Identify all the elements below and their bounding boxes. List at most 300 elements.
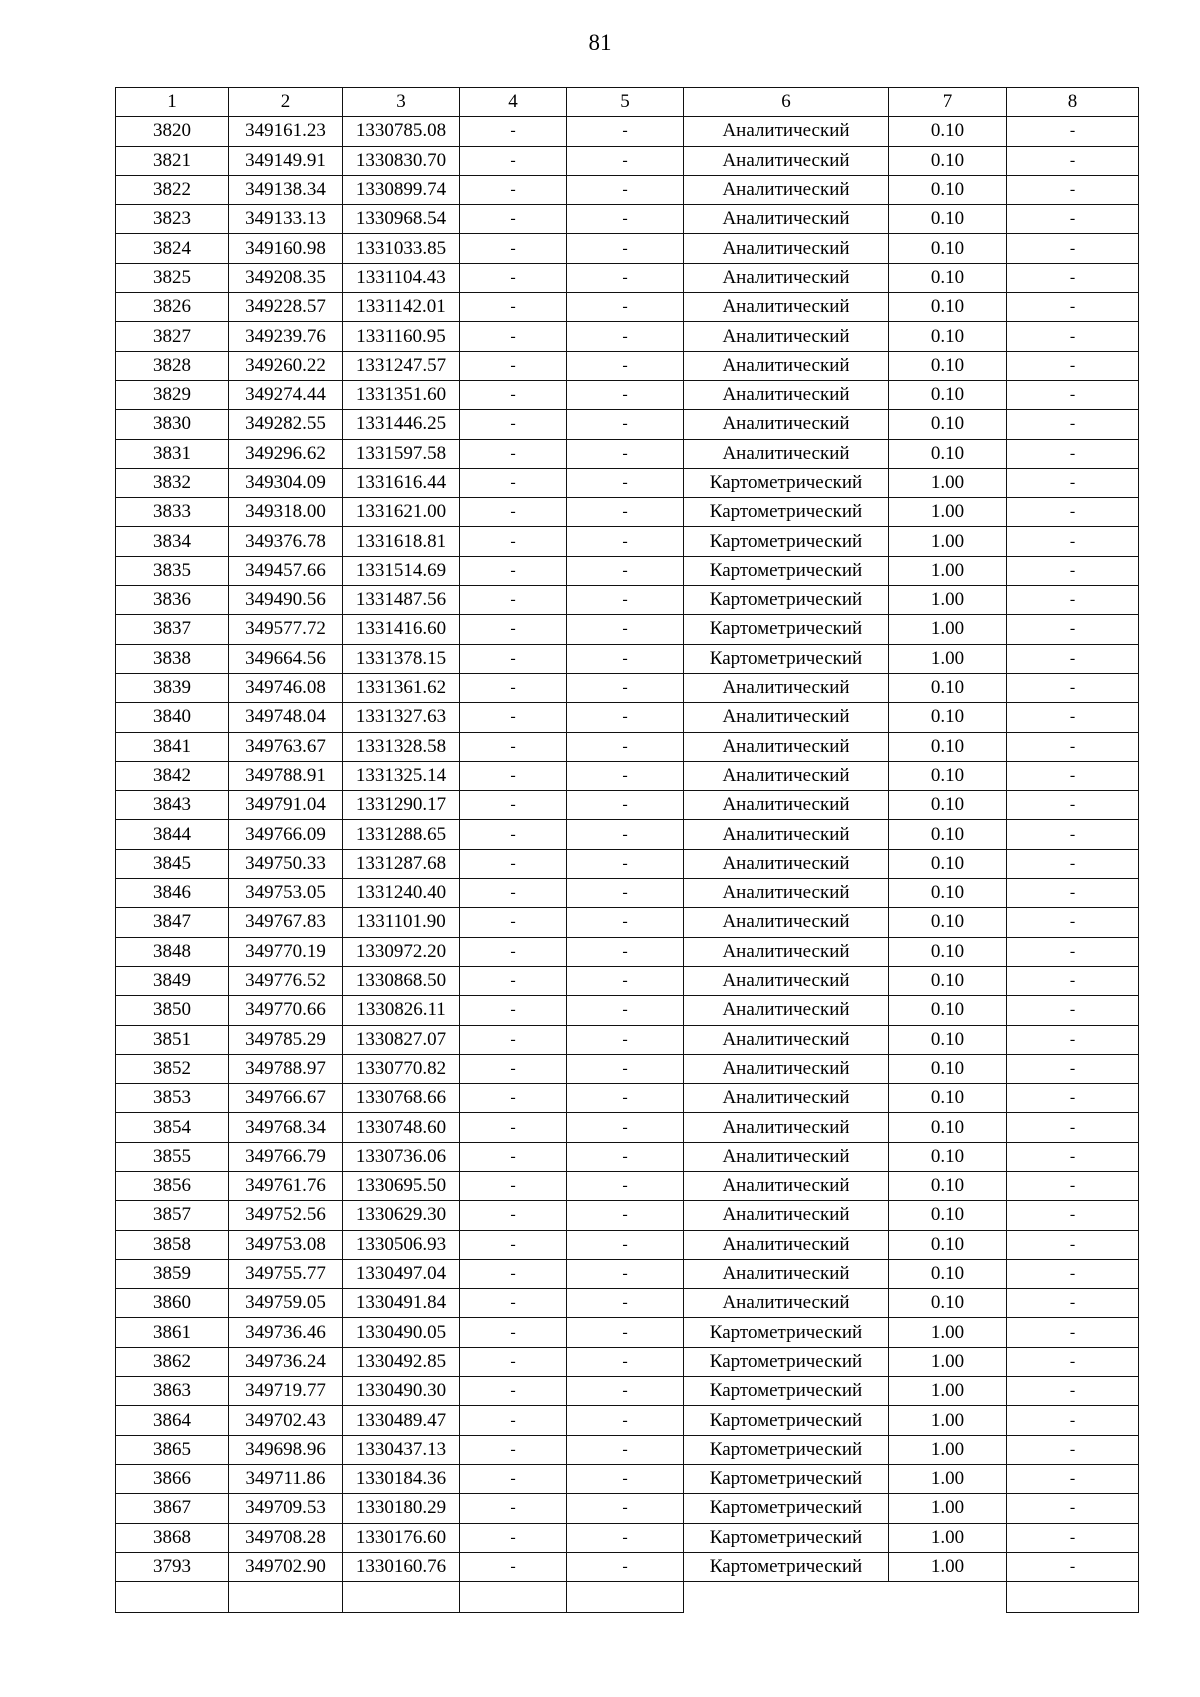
column-4-cell: - (460, 1054, 567, 1083)
column-4-cell: - (460, 1171, 567, 1200)
method-cell: Картометрический (684, 644, 889, 673)
accuracy-cell: 0.10 (889, 703, 1007, 732)
column-4-cell: - (460, 410, 567, 439)
accuracy-cell: 0.10 (889, 205, 1007, 234)
accuracy-cell: 0.10 (889, 849, 1007, 878)
method-cell: Аналитический (684, 966, 889, 995)
x-coordinate-cell: 349208.35 (229, 263, 343, 292)
x-coordinate-cell: 349788.91 (229, 761, 343, 790)
column-header: 2 (229, 88, 343, 117)
column-4-cell: - (460, 1289, 567, 1318)
accuracy-cell: 0.10 (889, 879, 1007, 908)
table-row (116, 1171, 1139, 1200)
column-header: 7 (889, 88, 1007, 117)
method-cell: Аналитический (684, 996, 889, 1025)
table-row (116, 937, 1139, 966)
y-coordinate-cell: 1330490.05 (343, 1318, 460, 1347)
point-number-cell: 3868 (116, 1523, 229, 1552)
column-4-cell: - (460, 556, 567, 585)
table-row (116, 1347, 1139, 1376)
x-coordinate-cell: 349766.09 (229, 820, 343, 849)
x-coordinate-cell: 349318.00 (229, 498, 343, 527)
table-row (116, 1230, 1139, 1259)
table-row (116, 1464, 1139, 1493)
column-5-cell: - (567, 644, 684, 673)
column-8-cell: - (1007, 468, 1139, 497)
y-coordinate-cell: 1330830.70 (343, 146, 460, 175)
method-cell: Аналитический (684, 703, 889, 732)
column-8-cell: - (1007, 1377, 1139, 1406)
method-cell: Аналитический (684, 1084, 889, 1113)
y-coordinate-cell: 1331618.81 (343, 527, 460, 556)
x-coordinate-cell: 349282.55 (229, 410, 343, 439)
column-8-cell: - (1007, 1289, 1139, 1318)
column-4-cell: - (460, 1347, 567, 1376)
column-4-cell: - (460, 1435, 567, 1464)
point-number-cell: 3835 (116, 556, 229, 585)
x-coordinate-cell: 349239.76 (229, 322, 343, 351)
table-row (116, 146, 1139, 175)
column-5-cell: - (567, 1054, 684, 1083)
accuracy-cell: 1.00 (889, 1377, 1007, 1406)
column-4-cell: - (460, 468, 567, 497)
column-4-cell: - (460, 205, 567, 234)
column-8-cell: - (1007, 556, 1139, 585)
point-number-cell: 3821 (116, 146, 229, 175)
point-number-cell: 3865 (116, 1435, 229, 1464)
column-5-cell: - (567, 761, 684, 790)
column-8-cell: - (1007, 234, 1139, 263)
point-number-cell: 3846 (116, 879, 229, 908)
y-coordinate-cell: 1330180.29 (343, 1494, 460, 1523)
y-coordinate-cell: 1330176.60 (343, 1523, 460, 1552)
column-4-cell: - (460, 1377, 567, 1406)
accuracy-cell: 1.00 (889, 1406, 1007, 1435)
point-number-cell: 3830 (116, 410, 229, 439)
x-coordinate-cell: 349709.53 (229, 1494, 343, 1523)
y-coordinate-cell: 1330827.07 (343, 1025, 460, 1054)
point-number-cell: 3850 (116, 996, 229, 1025)
accuracy-cell: 0.10 (889, 1171, 1007, 1200)
column-5-cell: - (567, 1347, 684, 1376)
method-cell: Аналитический (684, 117, 889, 146)
y-coordinate-cell: 1331446.25 (343, 410, 460, 439)
x-coordinate-cell: 349748.04 (229, 703, 343, 732)
x-coordinate-cell: 349138.34 (229, 175, 343, 204)
column-5-cell: - (567, 1025, 684, 1054)
point-number-cell: 3849 (116, 966, 229, 995)
accuracy-cell: 0.10 (889, 1142, 1007, 1171)
x-coordinate-cell: 349767.83 (229, 908, 343, 937)
accuracy-cell: 0.10 (889, 966, 1007, 995)
y-coordinate-cell: 1330736.06 (343, 1142, 460, 1171)
method-cell: Аналитический (684, 146, 889, 175)
table-row (116, 966, 1139, 995)
x-coordinate-cell: 349755.77 (229, 1259, 343, 1288)
accuracy-cell: 1.00 (889, 1318, 1007, 1347)
column-4-cell: - (460, 908, 567, 937)
x-coordinate-cell: 349736.46 (229, 1318, 343, 1347)
point-number-cell: 3843 (116, 791, 229, 820)
method-cell: Аналитический (684, 175, 889, 204)
y-coordinate-cell: 1331328.58 (343, 732, 460, 761)
y-coordinate-cell: 1330497.04 (343, 1259, 460, 1288)
y-coordinate-cell: 1330160.76 (343, 1552, 460, 1581)
accuracy-cell: 0.10 (889, 175, 1007, 204)
y-coordinate-cell: 1331287.68 (343, 849, 460, 878)
accuracy-cell: 0.10 (889, 937, 1007, 966)
method-cell: Аналитический (684, 1171, 889, 1200)
method-cell: Аналитический (684, 908, 889, 937)
column-4-cell: - (460, 615, 567, 644)
column-5-cell: - (567, 1552, 684, 1581)
column-5-cell: - (567, 1318, 684, 1347)
column-5-cell: - (567, 1230, 684, 1259)
point-number-cell: 3844 (116, 820, 229, 849)
column-8-cell: - (1007, 644, 1139, 673)
column-8-cell: - (1007, 937, 1139, 966)
column-5-cell: - (567, 175, 684, 204)
x-coordinate-cell: 349708.28 (229, 1523, 343, 1552)
column-4-cell: - (460, 234, 567, 263)
column-5-cell: - (567, 1435, 684, 1464)
accuracy-cell: 0.10 (889, 1025, 1007, 1054)
x-coordinate-cell: 349750.33 (229, 849, 343, 878)
y-coordinate-cell: 1330506.93 (343, 1230, 460, 1259)
column-4-cell: - (460, 937, 567, 966)
table-row (116, 234, 1139, 263)
method-cell: Аналитический (684, 761, 889, 790)
column-5-cell: - (567, 351, 684, 380)
accuracy-cell: 0.10 (889, 1259, 1007, 1288)
column-5-cell: - (567, 468, 684, 497)
table-row (116, 761, 1139, 790)
table-row (116, 586, 1139, 615)
y-coordinate-cell: 1331378.15 (343, 644, 460, 673)
accuracy-cell: 1.00 (889, 1494, 1007, 1523)
y-coordinate-cell: 1331487.56 (343, 586, 460, 615)
table-row (116, 498, 1139, 527)
x-coordinate-cell: 349770.19 (229, 937, 343, 966)
y-coordinate-cell: 1331416.60 (343, 615, 460, 644)
empty-cell (460, 1582, 567, 1613)
column-header: 5 (567, 88, 684, 117)
point-number-cell: 3861 (116, 1318, 229, 1347)
x-coordinate-cell: 349149.91 (229, 146, 343, 175)
point-number-cell: 3857 (116, 1201, 229, 1230)
x-coordinate-cell: 349761.76 (229, 1171, 343, 1200)
point-number-cell: 3847 (116, 908, 229, 937)
column-8-cell: - (1007, 791, 1139, 820)
column-5-cell: - (567, 879, 684, 908)
accuracy-cell: 1.00 (889, 644, 1007, 673)
column-8-cell: - (1007, 703, 1139, 732)
point-number-cell: 3851 (116, 1025, 229, 1054)
column-4-cell: - (460, 146, 567, 175)
x-coordinate-cell: 349304.09 (229, 468, 343, 497)
column-5-cell: - (567, 1406, 684, 1435)
table-row (116, 468, 1139, 497)
method-cell: Аналитический (684, 820, 889, 849)
column-8-cell: - (1007, 761, 1139, 790)
column-8-cell: - (1007, 1464, 1139, 1493)
point-number-cell: 3793 (116, 1552, 229, 1581)
method-cell: Аналитический (684, 1259, 889, 1288)
method-cell: Аналитический (684, 1289, 889, 1318)
column-8-cell: - (1007, 527, 1139, 556)
point-number-cell: 3852 (116, 1054, 229, 1083)
column-8-cell: - (1007, 586, 1139, 615)
point-number-cell: 3866 (116, 1464, 229, 1493)
point-number-cell: 3848 (116, 937, 229, 966)
x-coordinate-cell: 349698.96 (229, 1435, 343, 1464)
column-5-cell: - (567, 146, 684, 175)
column-4-cell: - (460, 1084, 567, 1113)
y-coordinate-cell: 1330770.82 (343, 1054, 460, 1083)
column-header: 1 (116, 88, 229, 117)
point-number-cell: 3829 (116, 380, 229, 409)
table-row (116, 1054, 1139, 1083)
column-5-cell: - (567, 615, 684, 644)
y-coordinate-cell: 1330868.50 (343, 966, 460, 995)
point-number-cell: 3831 (116, 439, 229, 468)
accuracy-cell: 0.10 (889, 1113, 1007, 1142)
column-5-cell: - (567, 556, 684, 585)
y-coordinate-cell: 1330629.30 (343, 1201, 460, 1230)
column-8-cell: - (1007, 1054, 1139, 1083)
point-number-cell: 3820 (116, 117, 229, 146)
accuracy-cell: 0.10 (889, 117, 1007, 146)
accuracy-cell: 0.10 (889, 351, 1007, 380)
column-header: 8 (1007, 88, 1139, 117)
column-8-cell: - (1007, 498, 1139, 527)
method-cell: Аналитический (684, 732, 889, 761)
point-number-cell: 3854 (116, 1113, 229, 1142)
x-coordinate-cell: 349260.22 (229, 351, 343, 380)
column-8-cell: - (1007, 1523, 1139, 1552)
column-8-cell: - (1007, 1142, 1139, 1171)
x-coordinate-cell: 349702.90 (229, 1552, 343, 1581)
table-row (116, 556, 1139, 585)
column-8-cell: - (1007, 879, 1139, 908)
y-coordinate-cell: 1331597.58 (343, 439, 460, 468)
x-coordinate-cell: 349161.23 (229, 117, 343, 146)
table-row (116, 1142, 1139, 1171)
column-8-cell: - (1007, 1406, 1139, 1435)
method-cell: Картометрический (684, 468, 889, 497)
method-cell: Картометрический (684, 615, 889, 644)
table-row (116, 673, 1139, 702)
point-number-cell: 3855 (116, 1142, 229, 1171)
accuracy-cell: 0.10 (889, 761, 1007, 790)
table-row (116, 1025, 1139, 1054)
accuracy-cell: 1.00 (889, 615, 1007, 644)
column-4-cell: - (460, 293, 567, 322)
x-coordinate-cell: 349376.78 (229, 527, 343, 556)
table-row (116, 1406, 1139, 1435)
y-coordinate-cell: 1330491.84 (343, 1289, 460, 1318)
accuracy-cell: 0.10 (889, 1201, 1007, 1230)
y-coordinate-cell: 1331101.90 (343, 908, 460, 937)
column-8-cell: - (1007, 1230, 1139, 1259)
column-8-cell: - (1007, 849, 1139, 878)
empty-cell (343, 1582, 460, 1613)
table-row (116, 1494, 1139, 1523)
point-number-cell: 3833 (116, 498, 229, 527)
x-coordinate-cell: 349702.43 (229, 1406, 343, 1435)
method-cell: Аналитический (684, 263, 889, 292)
column-4-cell: - (460, 879, 567, 908)
column-4-cell: - (460, 263, 567, 292)
point-number-cell: 3832 (116, 468, 229, 497)
column-4-cell: - (460, 1113, 567, 1142)
column-5-cell: - (567, 498, 684, 527)
x-coordinate-cell: 349776.52 (229, 966, 343, 995)
y-coordinate-cell: 1330785.08 (343, 117, 460, 146)
column-4-cell: - (460, 703, 567, 732)
table-row (116, 1289, 1139, 1318)
method-cell: Картометрический (684, 1377, 889, 1406)
x-coordinate-cell: 349759.05 (229, 1289, 343, 1318)
column-5-cell: - (567, 791, 684, 820)
y-coordinate-cell: 1330768.66 (343, 1084, 460, 1113)
column-8-cell: - (1007, 996, 1139, 1025)
y-coordinate-cell: 1330968.54 (343, 205, 460, 234)
column-5-cell: - (567, 117, 684, 146)
y-coordinate-cell: 1331325.14 (343, 761, 460, 790)
empty-cell (229, 1582, 343, 1613)
column-5-cell: - (567, 908, 684, 937)
column-8-cell: - (1007, 1201, 1139, 1230)
method-cell: Аналитический (684, 879, 889, 908)
column-8-cell: - (1007, 351, 1139, 380)
x-coordinate-cell: 349711.86 (229, 1464, 343, 1493)
column-5-cell: - (567, 1523, 684, 1552)
table-row (116, 351, 1139, 380)
table-row (116, 1318, 1139, 1347)
point-number-cell: 3823 (116, 205, 229, 234)
column-8-cell: - (1007, 205, 1139, 234)
point-number-cell: 3853 (116, 1084, 229, 1113)
table-row (116, 117, 1139, 146)
table-row (116, 1084, 1139, 1113)
point-number-cell: 3822 (116, 175, 229, 204)
column-5-cell: - (567, 1201, 684, 1230)
x-coordinate-cell: 349753.05 (229, 879, 343, 908)
column-5-cell: - (567, 937, 684, 966)
point-number-cell: 3864 (116, 1406, 229, 1435)
table-row (116, 175, 1139, 204)
accuracy-cell: 1.00 (889, 498, 1007, 527)
column-8-cell: - (1007, 908, 1139, 937)
column-8-cell: - (1007, 380, 1139, 409)
column-8-cell: - (1007, 117, 1139, 146)
accuracy-cell: 1.00 (889, 586, 1007, 615)
y-coordinate-cell: 1331327.63 (343, 703, 460, 732)
accuracy-cell: 0.10 (889, 1230, 1007, 1259)
column-4-cell: - (460, 996, 567, 1025)
table-row (116, 1113, 1139, 1142)
x-coordinate-cell: 349791.04 (229, 791, 343, 820)
table-row (116, 791, 1139, 820)
y-coordinate-cell: 1331351.60 (343, 380, 460, 409)
x-coordinate-cell: 349664.56 (229, 644, 343, 673)
point-number-cell: 3859 (116, 1259, 229, 1288)
table-header-row (116, 88, 1139, 117)
method-cell: Аналитический (684, 322, 889, 351)
column-5-cell: - (567, 1377, 684, 1406)
point-number-cell: 3826 (116, 293, 229, 322)
column-4-cell: - (460, 351, 567, 380)
point-number-cell: 3840 (116, 703, 229, 732)
x-coordinate-cell: 349785.29 (229, 1025, 343, 1054)
column-5-cell: - (567, 1289, 684, 1318)
method-cell: Аналитический (684, 791, 889, 820)
point-number-cell: 3838 (116, 644, 229, 673)
y-coordinate-cell: 1331104.43 (343, 263, 460, 292)
column-5-cell: - (567, 1464, 684, 1493)
y-coordinate-cell: 1330489.47 (343, 1406, 460, 1435)
accuracy-cell: 0.10 (889, 439, 1007, 468)
method-cell: Аналитический (684, 1054, 889, 1083)
column-4-cell: - (460, 498, 567, 527)
column-5-cell: - (567, 732, 684, 761)
method-cell: Аналитический (684, 937, 889, 966)
column-4-cell: - (460, 322, 567, 351)
column-5-cell: - (567, 586, 684, 615)
table-row (116, 1377, 1139, 1406)
column-5-cell: - (567, 966, 684, 995)
accuracy-cell: 1.00 (889, 1552, 1007, 1581)
column-5-cell: - (567, 205, 684, 234)
empty-cell (1007, 1582, 1139, 1613)
column-5-cell: - (567, 1171, 684, 1200)
accuracy-cell: 1.00 (889, 468, 1007, 497)
method-cell: Картометрический (684, 1406, 889, 1435)
x-coordinate-cell: 349719.77 (229, 1377, 343, 1406)
x-coordinate-cell: 349228.57 (229, 293, 343, 322)
column-4-cell: - (460, 1464, 567, 1493)
x-coordinate-cell: 349752.56 (229, 1201, 343, 1230)
column-4-cell: - (460, 380, 567, 409)
column-4-cell: - (460, 791, 567, 820)
method-cell: Картометрический (684, 1494, 889, 1523)
column-8-cell: - (1007, 732, 1139, 761)
column-5-cell: - (567, 322, 684, 351)
accuracy-cell: 0.10 (889, 234, 1007, 263)
table-row (116, 322, 1139, 351)
column-8-cell: - (1007, 1259, 1139, 1288)
column-4-cell: - (460, 1318, 567, 1347)
x-coordinate-cell: 349766.67 (229, 1084, 343, 1113)
table-row (116, 1523, 1139, 1552)
accuracy-cell: 0.10 (889, 1054, 1007, 1083)
column-4-cell: - (460, 1494, 567, 1523)
column-4-cell: - (460, 527, 567, 556)
x-coordinate-cell: 349577.72 (229, 615, 343, 644)
column-4-cell: - (460, 644, 567, 673)
method-cell: Картометрический (684, 1523, 889, 1552)
method-cell: Картометрический (684, 1552, 889, 1581)
page-number: 81 (588, 30, 612, 55)
method-cell: Картометрический (684, 527, 889, 556)
column-4-cell: - (460, 439, 567, 468)
table-row (116, 263, 1139, 292)
accuracy-cell: 0.10 (889, 293, 1007, 322)
y-coordinate-cell: 1330826.11 (343, 996, 460, 1025)
column-4-cell: - (460, 673, 567, 702)
point-number-cell: 3828 (116, 351, 229, 380)
